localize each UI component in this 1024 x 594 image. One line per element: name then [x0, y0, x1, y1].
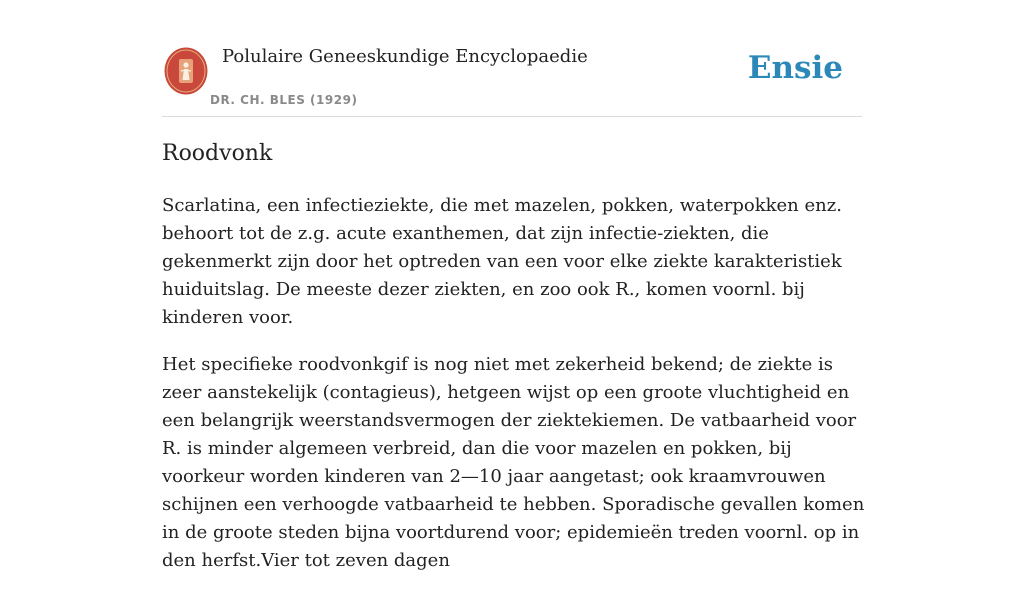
article-body	[162, 192, 866, 594]
article-paragraph: Scarlatina, een infectieziekte, die met mazelen, pokken, waterpokken enz. behoort tot de z.g. acute exanthemen, dat zijn infectie-ziekten, die gekenmerkt zijn door het optreden van een voor elke ziekte karakteristiek huiduitslag. De meeste dezer ziekten, en zoo ook R., komen voornl. bij kinderen voor.	[162, 195, 842, 328]
article-paragraph: Het specifieke roodvonkgif is nog niet met zekerheid bekend; de ziekte is zeer aanstekelijk (contagieus), hetgeen wijst op een groote vluchtigheid en een belangrijk weerstandsvermogen der ziektekiemen. De vatbaarheid voor R. is minder algemeen verbreid, dan die voor mazelen en pokken, bij voorkeur worden kinderen van 2—10 jaar aangetast; ook kraamvrouwen schijnen een verhoogde vatbaarheid te hebben. Sporadische gevallen komen in de groote steden bijna voortdurend voor; epidemieën treden voornl. op in den herfst.Vier tot zeven dagen	[162, 354, 865, 571]
header	[162, 40, 862, 117]
book-cover-icon[interactable]	[164, 47, 208, 95]
book-title[interactable]: Polulaire Geneeskundige Encyclopaedie	[222, 46, 588, 67]
cover-figure-head	[183, 62, 188, 67]
book-author: DR. CH. BLES (1929)	[210, 93, 358, 107]
article-title: Roodvonk	[162, 141, 273, 166]
ensie-logo-link[interactable]: Ensie	[747, 50, 843, 86]
